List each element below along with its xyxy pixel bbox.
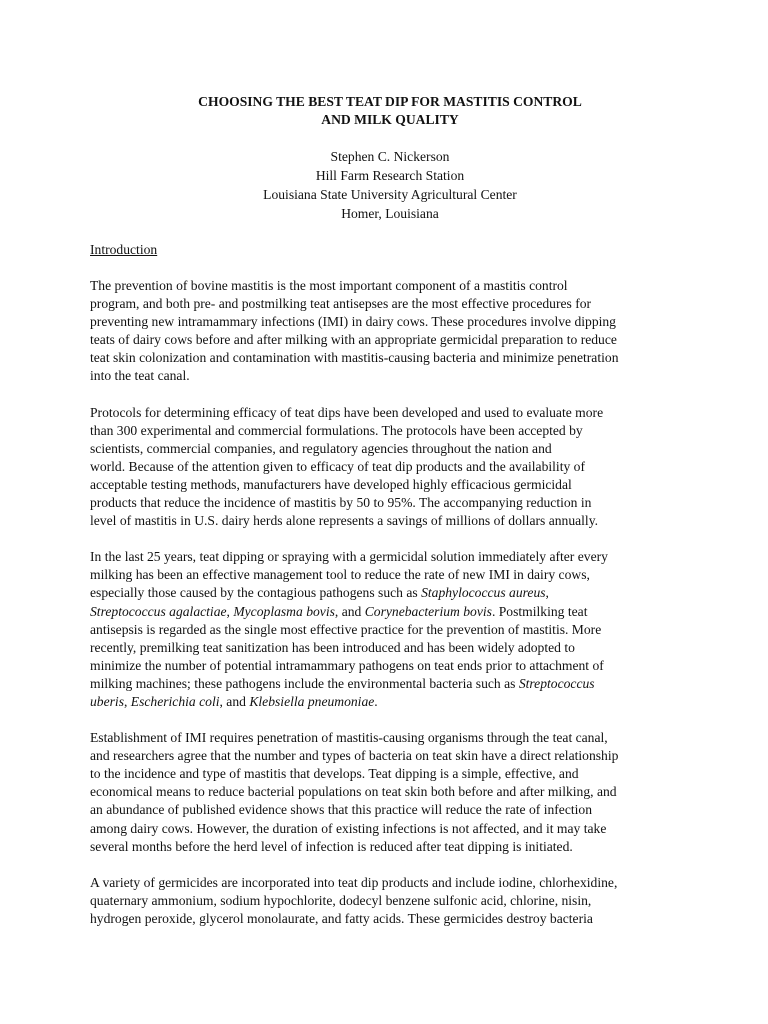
author-center: Louisiana State University Agricultural Center [263, 187, 517, 202]
paragraph-line: level of mastitis in U.S. dairy herds alone represents a savings of millions of dollars annually. [90, 513, 599, 529]
paragraph-line: than 300 experimental and commercial formulations. The protocols have been accepted by [90, 422, 583, 438]
paragraph-line: quaternary ammonium, sodium hypochlorite, dodecyl benzene sulfonic acid, chlorine, nisin, [90, 892, 592, 908]
paragraph-line: economical means to reduce bacterial populations on teat skin both before and after milking, and [90, 784, 617, 800]
text-run: , [545, 585, 549, 601]
species-name: Streptococcus [518, 675, 595, 691]
species-name: Streptococcus agalactiae [90, 603, 227, 619]
paragraph-2 [90, 404, 690, 531]
paragraph-line: world. Because of the attention given to efficacy of teat dip products and the availability of [90, 458, 586, 474]
paragraph-line: Protocols for determining efficacy of teat dips have been developed and used to evaluate more [90, 404, 604, 420]
text-run: especially those caused by the contagious pathogens such as [90, 585, 422, 601]
paragraph-line [90, 675, 690, 693]
document-title [90, 93, 690, 129]
paragraph-line: products that reduce the incidence of mastitis by 50 to 95%. The accompanying reduction in [90, 495, 592, 511]
paragraph-line: teat skin colonization and contamination with mastitis-causing bacteria and minimize penetration [90, 350, 619, 366]
paragraph-5 [90, 874, 690, 928]
author-station: Hill Farm Research Station [315, 168, 465, 183]
species-name: Escherichia coli [130, 693, 220, 709]
paragraph-line: among dairy cows. However, the duration of existing infections is not affected, and it may take [90, 820, 607, 836]
paragraph-line: and researchers agree that the number and types of bacteria on teat skin have a direct relationship [90, 748, 619, 764]
text-run: . [374, 693, 378, 709]
paragraph-1 [90, 277, 690, 386]
document-page [90, 93, 690, 928]
author-block [90, 147, 690, 223]
text-run: , and [334, 603, 365, 619]
paragraph-line: scientists, commercial companies, and regulatory agencies throughout the nation and [90, 440, 552, 456]
paragraph-line: teats of dairy cows before and after milking with an appropriate germicidal preparation to reduce [90, 332, 617, 348]
paragraph-line: an abundance of published evidence shows that this practice will reduce the rate of infection [90, 802, 593, 818]
author-name: Stephen C. Nickerson [330, 149, 450, 164]
section-heading-introduction: Introduction [90, 242, 158, 257]
paragraph-line: preventing new intramammary infections (IMI) in dairy cows. These procedures involve dipping [90, 314, 616, 330]
paragraph-line [90, 603, 690, 621]
text-run: milking machines; these pathogens include the environmental bacteria such as [90, 675, 519, 691]
paragraph-line: to the incidence and type of mastitis that develops. Teat dipping is a simple, effective, and [90, 766, 579, 782]
title-line-1: CHOOSING THE BEST TEAT DIP FOR MASTITIS CONTROL [198, 94, 582, 109]
species-name: uberis [90, 693, 124, 709]
paragraph-3 [90, 548, 690, 711]
paragraph-line: milking has been an effective management tool to reduce the rate of new IMI in dairy cows, [90, 567, 590, 583]
title-line-2: AND MILK QUALITY [321, 112, 459, 127]
paragraph-line: antisepsis is regarded as the single most effective practice for the prevention of mastitis. More [90, 621, 602, 637]
paragraph-line: The prevention of bovine mastitis is the most important component of a mastitis control [90, 278, 568, 293]
text-run: , [123, 693, 131, 709]
paragraph-4 [90, 729, 690, 856]
species-name: Corynebacterium bovis [364, 603, 492, 619]
paragraph-line: program, and both pre- and postmilking teat antisepses are the most effective procedures for [90, 296, 592, 312]
paragraph-line: recently, premilking teat sanitization has been introduced and has been widely adopted to [90, 639, 575, 655]
species-name: Staphylococcus aureus [421, 585, 546, 601]
paragraph-line: minimize the number of potential intramammary pathogens on teat ends prior to attachment of [90, 657, 604, 673]
paragraph-line: hydrogen peroxide, glycerol monolaurate, and fatty acids. These germicides destroy bacteria [90, 910, 593, 926]
paragraph-line: acceptable testing methods, manufacturers have developed highly efficacious germicidal [90, 476, 572, 492]
paragraph-line: Establishment of IMI requires penetration of mastitis-causing organisms through the teat canal, [90, 730, 608, 746]
paragraph-line [90, 584, 690, 602]
paragraph-line: into the teat canal. [90, 368, 190, 384]
text-run: , and [219, 693, 250, 709]
paragraph-line: A variety of germicides are incorporated into teat dip products and include iodine, chlorhexidine, [90, 874, 618, 890]
paragraph-line: several months before the herd level of infection is reduced after teat dipping is initiated. [90, 838, 573, 854]
species-name: Klebsiella pneumoniae [249, 693, 375, 709]
text-run: , [226, 603, 234, 619]
paragraph-line: In the last 25 years, teat dipping or spraying with a germicidal solution immediately after every [90, 549, 608, 565]
species-name: Mycoplasma bovis [233, 603, 335, 619]
paragraph-line [90, 693, 690, 711]
author-location: Homer, Louisiana [341, 206, 439, 221]
text-run: . Postmilking teat [491, 603, 588, 619]
